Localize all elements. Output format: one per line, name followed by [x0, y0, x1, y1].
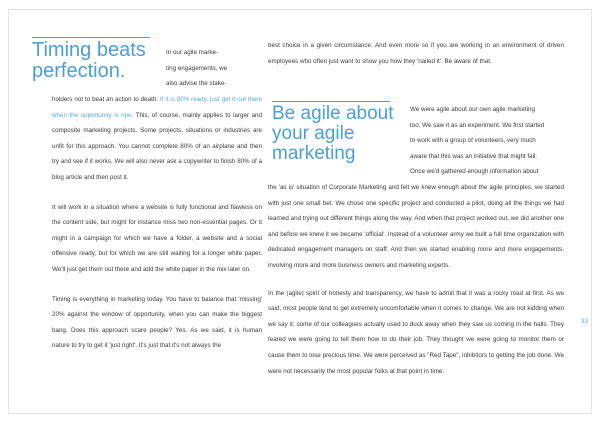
paragraph-rest: This, of course, mainly applies to larger and composite marketing projects. Some projects, situations or industries are unfit for this approach. You cannot complete 80% of an airplane and then try and see if it works. We will also never ask a copywriter to finish 80% of a blog article and then post it.	[52, 111, 263, 181]
paragraph-lead: holders not to beat an action to death.	[52, 96, 159, 103]
heading-line: Timing beats	[32, 39, 146, 61]
side-line: too. We saw it as an experiment. We first started	[410, 121, 545, 129]
paragraph: Timing is everything in marketing today. You have to balance that 'missing' 20% against the window of opportunity, when you can make the biggest bang. Does this approach scare people? Yes. As we said, it is human nature to try to get it 'just right'. It's just that it's not always the	[52, 295, 262, 350]
heading-line: perfection.	[32, 60, 126, 82]
paragraph: In the (agile) spirit of honesty and transparency, we have to admit that it was a rocky road at first. As we said, most people tend to get extremely uncomfortable when it comes to change. We are not kidding when we say it: some of our colleagues actually used to duck away when they saw us coming in the halls. They feared we were going to tell them how to do their job. They thought we were going to monitor them or cause them to lose precious time. We were perceived as "Red Tape", inhibitors to getting the job done. We were not necessarily the most popular folks at that point in time.	[268, 289, 564, 375]
heading-line: Be agile about	[272, 103, 394, 124]
intro-line: In our agile marke-	[166, 49, 219, 56]
highlighted-text: If it is 80% ready, just get it out there when the opportunity is ripe.	[52, 96, 262, 119]
intro-line: ting engagements, we	[166, 64, 228, 72]
paragraph: It will work in a situation where a website is fully functional and flawless on the content side, but might for instance miss two non-essential pages. Or it might in a campaign for which we have a folder, a website and a social offensive ready, but for which we are still waiting for a longer white paper. We'll just get them out there and add the white paper in the mix later on.	[52, 203, 262, 273]
side-line: Once we'd gathered enough information about	[410, 168, 539, 176]
paragraph: the 'as is' situation of Corporate Marketing and felt we knew enough about the agile principles, we started with just one small bet. We chose one specific project and conducted a pilot, doing all the things we had learned and trying out different things along the way. And when that project worked out, we did another one and before we knew it we became 'official'. Instead of a volunteer army we built a full time organization with dedicated engagement managers on staff. And then we started enabling more and more engagements, involving more and more business owners and marketing experts.	[268, 184, 564, 269]
page-number: 33	[580, 318, 588, 325]
side-text	[410, 102, 564, 180]
right-column	[268, 180, 564, 379]
paragraph	[52, 92, 262, 186]
heading-line: your agile	[272, 122, 355, 144]
left-column	[52, 92, 262, 354]
heading-be-agile	[272, 104, 394, 164]
intro-line: also advise the stake-	[166, 80, 227, 88]
heading-timing-beats-perfection	[32, 40, 150, 82]
intro-wrap	[166, 45, 262, 92]
side-line: aware that this was an initiative that might fail.	[410, 152, 538, 160]
side-line: We were agile about our own agile marketing	[410, 106, 535, 113]
side-line: to work with a group of volunteers, very much	[410, 137, 536, 145]
heading-line: marketing	[272, 142, 356, 164]
right-top-text	[268, 38, 564, 69]
paragraph: best choice in a given circumstance. And even more so if you are working in an environment of driven employees who often just want to show you how they 'nailed it'. Be aware of that.	[268, 42, 564, 65]
